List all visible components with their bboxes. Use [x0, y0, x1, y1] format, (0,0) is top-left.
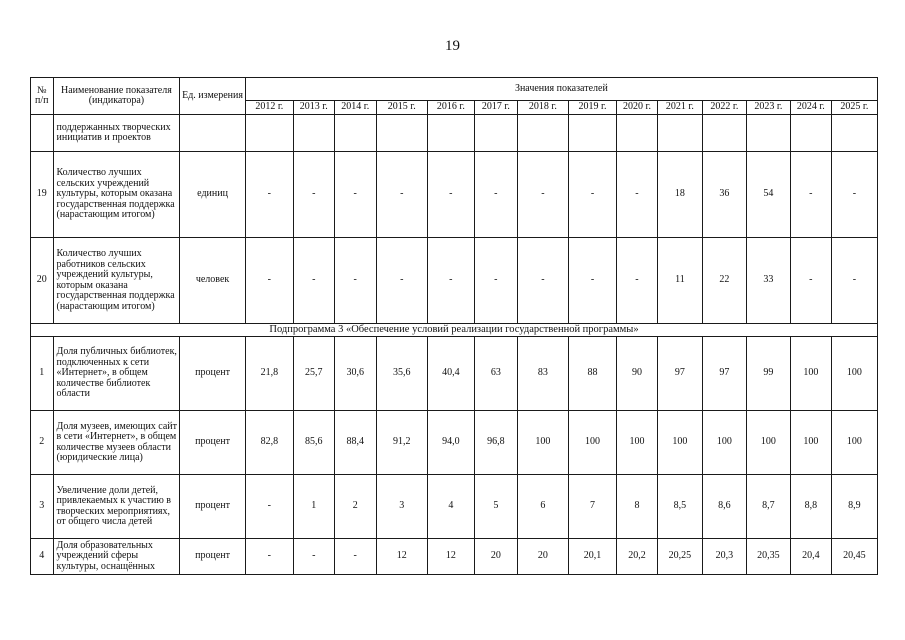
year-header: 2016 г. [427, 101, 474, 115]
row-number: 20 [31, 238, 54, 324]
table-row [31, 475, 878, 539]
table-row [31, 238, 878, 324]
year-header: 2022 г. [702, 101, 746, 115]
header-values: Значения показателей [245, 78, 877, 101]
value-cell: 12 [427, 539, 474, 575]
value-cell: 8 [617, 475, 658, 539]
value-cell: 90 [617, 337, 658, 411]
value-cell: 20,2 [617, 539, 658, 575]
value-cell: - [831, 152, 877, 238]
value-cell: - [617, 152, 658, 238]
value-cell: 99 [746, 337, 790, 411]
value-cell: 20,25 [657, 539, 702, 575]
table-body-subprogram [31, 324, 878, 337]
unit-cell: процент [180, 411, 245, 475]
value-cell: 8,5 [657, 475, 702, 539]
value-cell: 100 [746, 411, 790, 475]
value-cell: 8,8 [790, 475, 831, 539]
value-cell: 88,4 [334, 411, 376, 475]
value-cell: 21,8 [245, 337, 293, 411]
header-unit: Ед. измерения [180, 78, 245, 115]
value-cell: 20 [517, 539, 568, 575]
year-header: 2020 г. [617, 101, 658, 115]
value-cell: 100 [831, 411, 877, 475]
row-number: 3 [31, 475, 54, 539]
value-cell: - [831, 238, 877, 324]
indicator-name: Количество лучших работников сельских учреждений культуры, которым оказана государственная поддержка (нарастающим итогом) [53, 238, 180, 324]
value-cell: - [474, 238, 517, 324]
value-cell: 20,4 [790, 539, 831, 575]
row-number: 2 [31, 411, 54, 475]
value-cell: 20,3 [702, 539, 746, 575]
value-cell: 100 [790, 337, 831, 411]
value-cell: 30,6 [334, 337, 376, 411]
value-cell: 20,1 [568, 539, 616, 575]
value-cell: - [334, 238, 376, 324]
value-cell: 33 [746, 238, 790, 324]
value-cell: 8,9 [831, 475, 877, 539]
year-header: 2014 г. [334, 101, 376, 115]
value-cell: 100 [702, 411, 746, 475]
value-cell: 40,4 [427, 337, 474, 411]
value-cell: - [245, 238, 293, 324]
header-name: Наименование показателя (индикатора) [53, 78, 180, 115]
value-cell: 94,0 [427, 411, 474, 475]
value-cell: 100 [568, 411, 616, 475]
value-cell: 18 [657, 152, 702, 238]
table-body-a [31, 115, 878, 324]
year-header: 2013 г. [293, 101, 334, 115]
indicator-name: Количество лучших сельских учреждений культуры, которым оказана государственная поддержка (нарастающим итогом) [53, 152, 180, 238]
year-header: 2012 г. [245, 101, 293, 115]
value-cell: - [790, 152, 831, 238]
year-header: 2019 г. [568, 101, 616, 115]
header-num: № п/п [31, 78, 54, 115]
value-cell: 4 [427, 475, 474, 539]
value-cell: 1 [293, 475, 334, 539]
value-cell: 100 [657, 411, 702, 475]
value-cell: - [474, 152, 517, 238]
indicator-name: поддержанных творческих инициатив и проектов [53, 115, 180, 152]
table-body-b [31, 337, 878, 575]
row-number: 19 [31, 152, 54, 238]
value-cell: 36 [702, 152, 746, 238]
row-number: 1 [31, 337, 54, 411]
value-cell: - [376, 238, 427, 324]
unit-cell: процент [180, 539, 245, 575]
value-cell: - [245, 539, 293, 575]
value-cell: - [517, 238, 568, 324]
value-cell: 91,2 [376, 411, 427, 475]
value-cell: 85,6 [293, 411, 334, 475]
value-cell: 54 [746, 152, 790, 238]
value-cell: 100 [617, 411, 658, 475]
value-cell: - [293, 238, 334, 324]
value-cell: 5 [474, 475, 517, 539]
unit-cell: единиц [180, 152, 245, 238]
value-cell: 22 [702, 238, 746, 324]
unit-cell: процент [180, 475, 245, 539]
year-header: 2025 г. [831, 101, 877, 115]
value-cell: - [334, 539, 376, 575]
value-cell: 97 [657, 337, 702, 411]
value-cell: - [293, 539, 334, 575]
indicator-name: Доля образовательных учреждений сферы культуры, оснащённых [53, 539, 180, 575]
value-cell: 12 [376, 539, 427, 575]
year-header: 2018 г. [517, 101, 568, 115]
subprogram-title: Подпрограмма 3 «Обеспечение условий реализации государственной программы» [31, 324, 878, 337]
value-cell: - [568, 238, 616, 324]
value-cell: 83 [517, 337, 568, 411]
table-row-continuation [31, 115, 878, 152]
value-cell: 20,45 [831, 539, 877, 575]
value-cell: 82,8 [245, 411, 293, 475]
value-cell: 8,6 [702, 475, 746, 539]
value-cell: 25,7 [293, 337, 334, 411]
value-cell: - [790, 238, 831, 324]
value-cell: 7 [568, 475, 616, 539]
value-cell: 100 [831, 337, 877, 411]
table-row [31, 539, 878, 575]
year-header: 2015 г. [376, 101, 427, 115]
indicator-name: Увеличение доли детей, привлекаемых к участию в творческих мероприятиях, от общего числа детей [53, 475, 180, 539]
unit-cell: человек [180, 238, 245, 324]
value-cell: - [617, 238, 658, 324]
indicator-name: Доля музеев, имеющих сайт в сети «Интернет», в общем количестве музеев области (юридические лица) [53, 411, 180, 475]
value-cell: 100 [517, 411, 568, 475]
value-cell: 3 [376, 475, 427, 539]
year-header: 2017 г. [474, 101, 517, 115]
value-cell: 11 [657, 238, 702, 324]
indicator-name: Доля публичных библиотек, подключенных к сети «Интернет», в общем количестве библиотек области [53, 337, 180, 411]
value-cell: 20 [474, 539, 517, 575]
table-row [31, 411, 878, 475]
value-cell: 35,6 [376, 337, 427, 411]
value-cell: - [245, 152, 293, 238]
page-number: 19 [445, 38, 460, 54]
indicators-table [30, 77, 878, 575]
value-cell: - [376, 152, 427, 238]
value-cell: - [517, 152, 568, 238]
year-header: 2023 г. [746, 101, 790, 115]
value-cell: 20,35 [746, 539, 790, 575]
value-cell: 97 [702, 337, 746, 411]
value-cell: - [334, 152, 376, 238]
value-cell: - [427, 152, 474, 238]
value-cell: - [568, 152, 616, 238]
value-cell: 6 [517, 475, 568, 539]
value-cell: 88 [568, 337, 616, 411]
unit-cell: процент [180, 337, 245, 411]
year-header: 2024 г. [790, 101, 831, 115]
value-cell: 100 [790, 411, 831, 475]
year-header: 2021 г. [657, 101, 702, 115]
row-number: 4 [31, 539, 54, 575]
value-cell: 8,7 [746, 475, 790, 539]
value-cell: 2 [334, 475, 376, 539]
value-cell: 96,8 [474, 411, 517, 475]
table-row [31, 152, 878, 238]
table-row [31, 337, 878, 411]
value-cell: 63 [474, 337, 517, 411]
value-cell: - [427, 238, 474, 324]
subprogram-row [31, 324, 878, 337]
value-cell: - [293, 152, 334, 238]
value-cell: - [245, 475, 293, 539]
